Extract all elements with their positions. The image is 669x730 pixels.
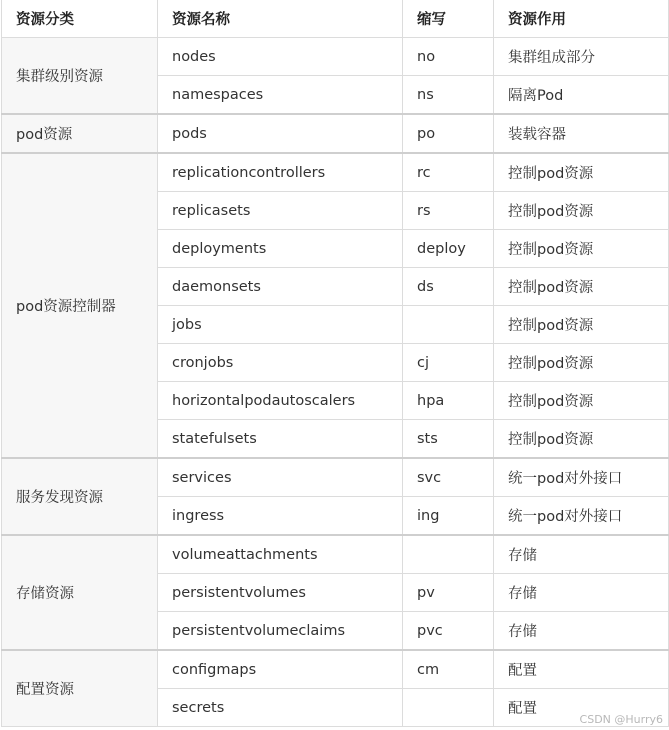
resource-name-cell: cronjobs [158,344,403,382]
purpose-cell: 控制pod资源 [494,153,669,192]
purpose-cell: 统一pod对外接口 [494,497,669,536]
abbreviation-cell: ing [403,497,494,536]
table-row [2,38,669,76]
abbreviation-cell: rs [403,192,494,230]
table-row [2,650,669,689]
category-cell: 存储资源 [2,535,158,650]
resource-name-cell: horizontalpodautoscalers [158,382,403,420]
resource-name-cell: deployments [158,230,403,268]
abbreviation-cell: cj [403,344,494,382]
abbreviation-cell: ns [403,76,494,115]
resource-name-cell: replicationcontrollers [158,153,403,192]
resource-name-cell: jobs [158,306,403,344]
abbreviation-cell: cm [403,650,494,689]
table-row [2,114,669,153]
header-abbr: 缩写 [403,0,494,38]
abbreviation-cell: deploy [403,230,494,268]
purpose-cell: 控制pod资源 [494,268,669,306]
resource-name-cell: persistentvolumeclaims [158,612,403,651]
header-row [2,0,669,38]
resource-name-cell: statefulsets [158,420,403,459]
resource-name-cell: secrets [158,689,403,727]
resource-name-cell: daemonsets [158,268,403,306]
purpose-cell: 集群组成部分 [494,38,669,76]
purpose-cell: 控制pod资源 [494,230,669,268]
header-category: 资源分类 [2,0,158,38]
abbreviation-cell: hpa [403,382,494,420]
header-purpose: 资源作用 [494,0,669,38]
resource-name-cell: ingress [158,497,403,536]
purpose-cell: 装载容器 [494,114,669,153]
purpose-cell: 控制pod资源 [494,306,669,344]
abbreviation-cell [403,306,494,344]
resource-name-cell: volumeattachments [158,535,403,574]
abbreviation-cell: pvc [403,612,494,651]
table-header [2,0,669,38]
resource-name-cell: namespaces [158,76,403,115]
resource-name-cell: replicasets [158,192,403,230]
purpose-cell: 控制pod资源 [494,344,669,382]
resource-table [1,0,669,727]
abbreviation-cell: sts [403,420,494,459]
resource-name-cell: pods [158,114,403,153]
resource-name-cell: persistentvolumes [158,574,403,612]
table-row [2,535,669,574]
category-cell: 集群级别资源 [2,38,158,115]
table-row [2,458,669,497]
purpose-cell: 统一pod对外接口 [494,458,669,497]
category-cell: pod资源 [2,114,158,153]
abbreviation-cell: svc [403,458,494,497]
abbreviation-cell: no [403,38,494,76]
resource-name-cell: configmaps [158,650,403,689]
purpose-cell: 隔离Pod [494,76,669,115]
watermark: CSDN @Hurry6 [579,713,663,726]
abbreviation-cell: pv [403,574,494,612]
category-cell: pod资源控制器 [2,153,158,458]
purpose-cell: 配置 [494,650,669,689]
purpose-cell: 控制pod资源 [494,420,669,459]
resource-name-cell: services [158,458,403,497]
purpose-cell: 存储 [494,612,669,651]
purpose-cell: 存储 [494,574,669,612]
table-row [2,153,669,192]
header-name: 资源名称 [158,0,403,38]
purpose-cell: 控制pod资源 [494,192,669,230]
purpose-cell: 控制pod资源 [494,382,669,420]
abbreviation-cell: rc [403,153,494,192]
abbreviation-cell: po [403,114,494,153]
table-body [2,38,669,727]
category-cell: 服务发现资源 [2,458,158,535]
purpose-cell: 配置 [494,689,669,727]
abbreviation-cell [403,689,494,727]
purpose-cell: 存储 [494,535,669,574]
resource-name-cell: nodes [158,38,403,76]
category-cell: 配置资源 [2,650,158,727]
abbreviation-cell [403,535,494,574]
abbreviation-cell: ds [403,268,494,306]
